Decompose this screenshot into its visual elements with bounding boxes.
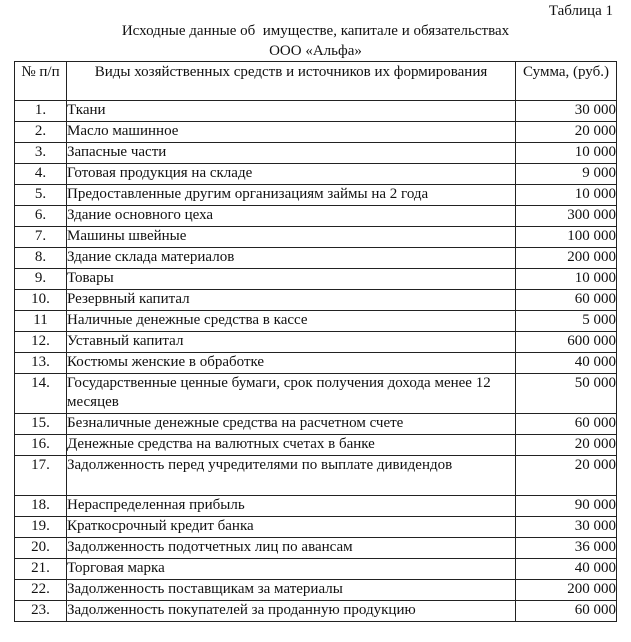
table-row [15, 374, 617, 414]
table-header-row [15, 62, 617, 101]
row-name: Задолженность подотчетных лиц по авансам [67, 538, 516, 559]
assets-table [14, 61, 617, 622]
row-name: Запасные части [67, 143, 516, 164]
row-name: Денежные средства на валютных счетах в банке [67, 435, 516, 456]
header-sum: Сумма, (руб.) [516, 62, 617, 101]
row-number: 1. [15, 101, 67, 122]
row-number: 23. [15, 601, 67, 622]
row-number: 22. [15, 580, 67, 601]
row-sum: 30 000 [516, 101, 617, 122]
table-body [15, 101, 617, 622]
row-name: Государственные ценные бумаги, срок получения дохода менее 12 месяцев [67, 374, 516, 414]
row-sum: 30 000 [516, 517, 617, 538]
table-row [15, 143, 617, 164]
table-number: Таблица 1 [548, 3, 613, 19]
row-sum: 10 000 [516, 269, 617, 290]
row-number: 16. [15, 435, 67, 456]
row-number: 19. [15, 517, 67, 538]
table-row [15, 496, 617, 517]
row-sum: 20 000 [516, 456, 617, 496]
row-sum: 40 000 [516, 559, 617, 580]
row-sum: 60 000 [516, 414, 617, 435]
table-title [0, 21, 631, 61]
row-name: Предоставленные другим организациям займы на 2 года [67, 185, 516, 206]
row-sum: 60 000 [516, 601, 617, 622]
row-sum: 20 000 [516, 122, 617, 143]
table-row [15, 269, 617, 290]
row-number: 12. [15, 332, 67, 353]
row-number: 14. [15, 374, 67, 414]
row-number: 17. [15, 456, 67, 496]
row-number: 20. [15, 538, 67, 559]
row-name: Здание основного цеха [67, 206, 516, 227]
table-row [15, 414, 617, 435]
row-name: Резервный капитал [67, 290, 516, 311]
table-row [15, 559, 617, 580]
table-row [15, 227, 617, 248]
row-name: Торговая марка [67, 559, 516, 580]
table-row [15, 311, 617, 332]
row-sum: 9 000 [516, 164, 617, 185]
row-name: Ткани [67, 101, 516, 122]
row-number: 9. [15, 269, 67, 290]
row-name: Масло машинное [67, 122, 516, 143]
row-number: 15. [15, 414, 67, 435]
row-sum: 600 000 [516, 332, 617, 353]
table-row [15, 206, 617, 227]
row-sum: 200 000 [516, 248, 617, 269]
row-name: Задолженность покупателей за проданную продукцию [67, 601, 516, 622]
row-name: Товары [67, 269, 516, 290]
row-number: 2. [15, 122, 67, 143]
table-row [15, 185, 617, 206]
table-title-line-2: ООО «Альфа» [269, 43, 362, 59]
row-number: 10. [15, 290, 67, 311]
row-name: Здание склада материалов [67, 248, 516, 269]
table-row [15, 290, 617, 311]
table-row [15, 580, 617, 601]
row-name: Готовая продукция на складе [67, 164, 516, 185]
header-name: Виды хозяйственных средств и источников их формирования [67, 62, 516, 101]
row-name: Наличные денежные средства в кассе [67, 311, 516, 332]
row-number: 11 [15, 311, 67, 332]
row-number: 18. [15, 496, 67, 517]
row-name: Задолженность поставщикам за материалы [67, 580, 516, 601]
row-name: Костюмы женские в обработке [67, 353, 516, 374]
row-sum: 10 000 [516, 185, 617, 206]
row-name: Уставный капитал [67, 332, 516, 353]
header-number: № п/п [15, 62, 67, 101]
table-row [15, 435, 617, 456]
row-number: 4. [15, 164, 67, 185]
table-title-line-1: Исходные данные об имуществе, капитале и обязательствах [121, 23, 510, 39]
row-number: 6. [15, 206, 67, 227]
table-row [15, 332, 617, 353]
row-name: Безналичные денежные средства на расчетном счете [67, 414, 516, 435]
table-row [15, 456, 617, 496]
row-name: Машины швейные [67, 227, 516, 248]
row-number: 3. [15, 143, 67, 164]
row-sum: 300 000 [516, 206, 617, 227]
row-sum: 200 000 [516, 580, 617, 601]
table-row [15, 248, 617, 269]
row-name: Нераспределенная прибыль [67, 496, 516, 517]
row-sum: 36 000 [516, 538, 617, 559]
row-sum: 20 000 [516, 435, 617, 456]
row-number: 13. [15, 353, 67, 374]
table-row [15, 353, 617, 374]
row-number: 7. [15, 227, 67, 248]
row-number: 5. [15, 185, 67, 206]
table-row [15, 122, 617, 143]
row-sum: 60 000 [516, 290, 617, 311]
table-row [15, 538, 617, 559]
row-sum: 5 000 [516, 311, 617, 332]
table-row [15, 164, 617, 185]
row-number: 8. [15, 248, 67, 269]
table-row [15, 601, 617, 622]
row-sum: 40 000 [516, 353, 617, 374]
row-sum: 50 000 [516, 374, 617, 414]
row-sum: 100 000 [516, 227, 617, 248]
row-sum: 10 000 [516, 143, 617, 164]
table-row [15, 101, 617, 122]
row-name: Краткосрочный кредит банка [67, 517, 516, 538]
row-name: Задолженность перед учредителями по выплате дивидендов [67, 456, 516, 496]
row-sum: 90 000 [516, 496, 617, 517]
row-number: 21. [15, 559, 67, 580]
table-row [15, 517, 617, 538]
